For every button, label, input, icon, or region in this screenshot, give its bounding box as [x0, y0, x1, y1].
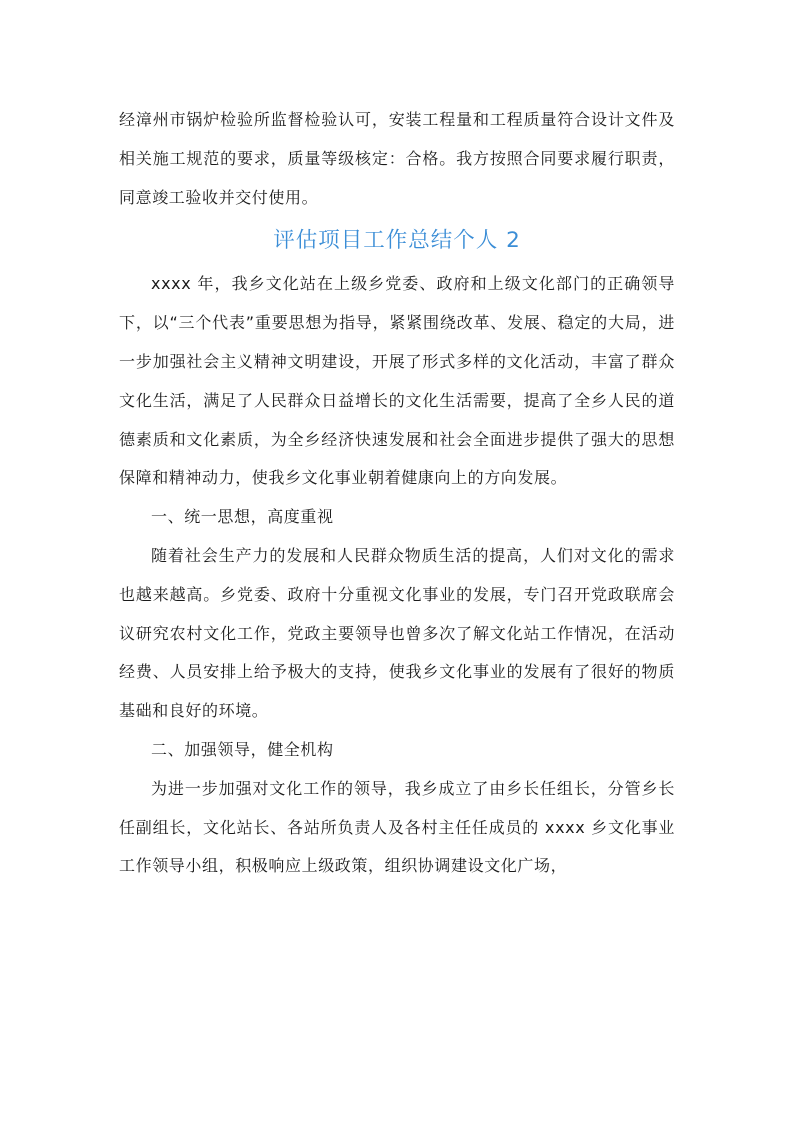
- paragraph-strengthen-leadership: 为进一步加强对文化工作的领导，我乡成立了由乡长任组长，分管乡长任副组长，文化站长、各站所负责人及各村主任任成员的 xxxx 乡文化事业工作领导小组，积极响应上级政策，组织协调建设文化广场，: [119, 778, 675, 876]
- section-heading: 评估项目工作总结个人 2: [273, 228, 521, 254]
- paragraph-intro: xxxx 年，我乡文化站在上级乡党委、政府和上级文化部门的正确领导下，以“三个代表”重要思想为指导，紧紧围绕改革、发展、稳定的大局，进一步加强社会主义精神文明建设，开展了形式多样的文化活动，丰富了群众文化生活，满足了人民群众日益增长的文化生活需要，提高了全乡人民的道德素质和文化素质，为全乡经济快速发展和社会全面进步提供了强大的思想保障和精神动力，使我乡文化事业朝着健康向上的方向发展。: [119, 274, 675, 488]
- document-body: [119, 101, 675, 886]
- paragraph-unify-thinking: 随着社会生产力的发展和人民群众物质生活的提高，人们对文化的需求也越来越高。乡党委、政府十分重视文化事业的发展，专门召开党政联席会议研究农村文化工作，党政主要领导也曾多次了解文化站工作情况，在活动经费、人员安排上给予极大的支持，使我乡文化事业的发展有了很好的物质基础和良好的环境。: [119, 545, 675, 721]
- subheading-unify-thinking: 一、统一思想，高度重视: [151, 507, 334, 527]
- subheading-strengthen-leadership: 二、加强领导，健全机构: [151, 739, 334, 759]
- opening-paragraph: 经漳州市锅炉检验所监督检验认可，安装工程量和工程质量符合设计文件及相关施工规范的要求，质量等级核定：合格。我方按照合同要求履行职责，同意竣工验收并交付使用。: [119, 110, 675, 207]
